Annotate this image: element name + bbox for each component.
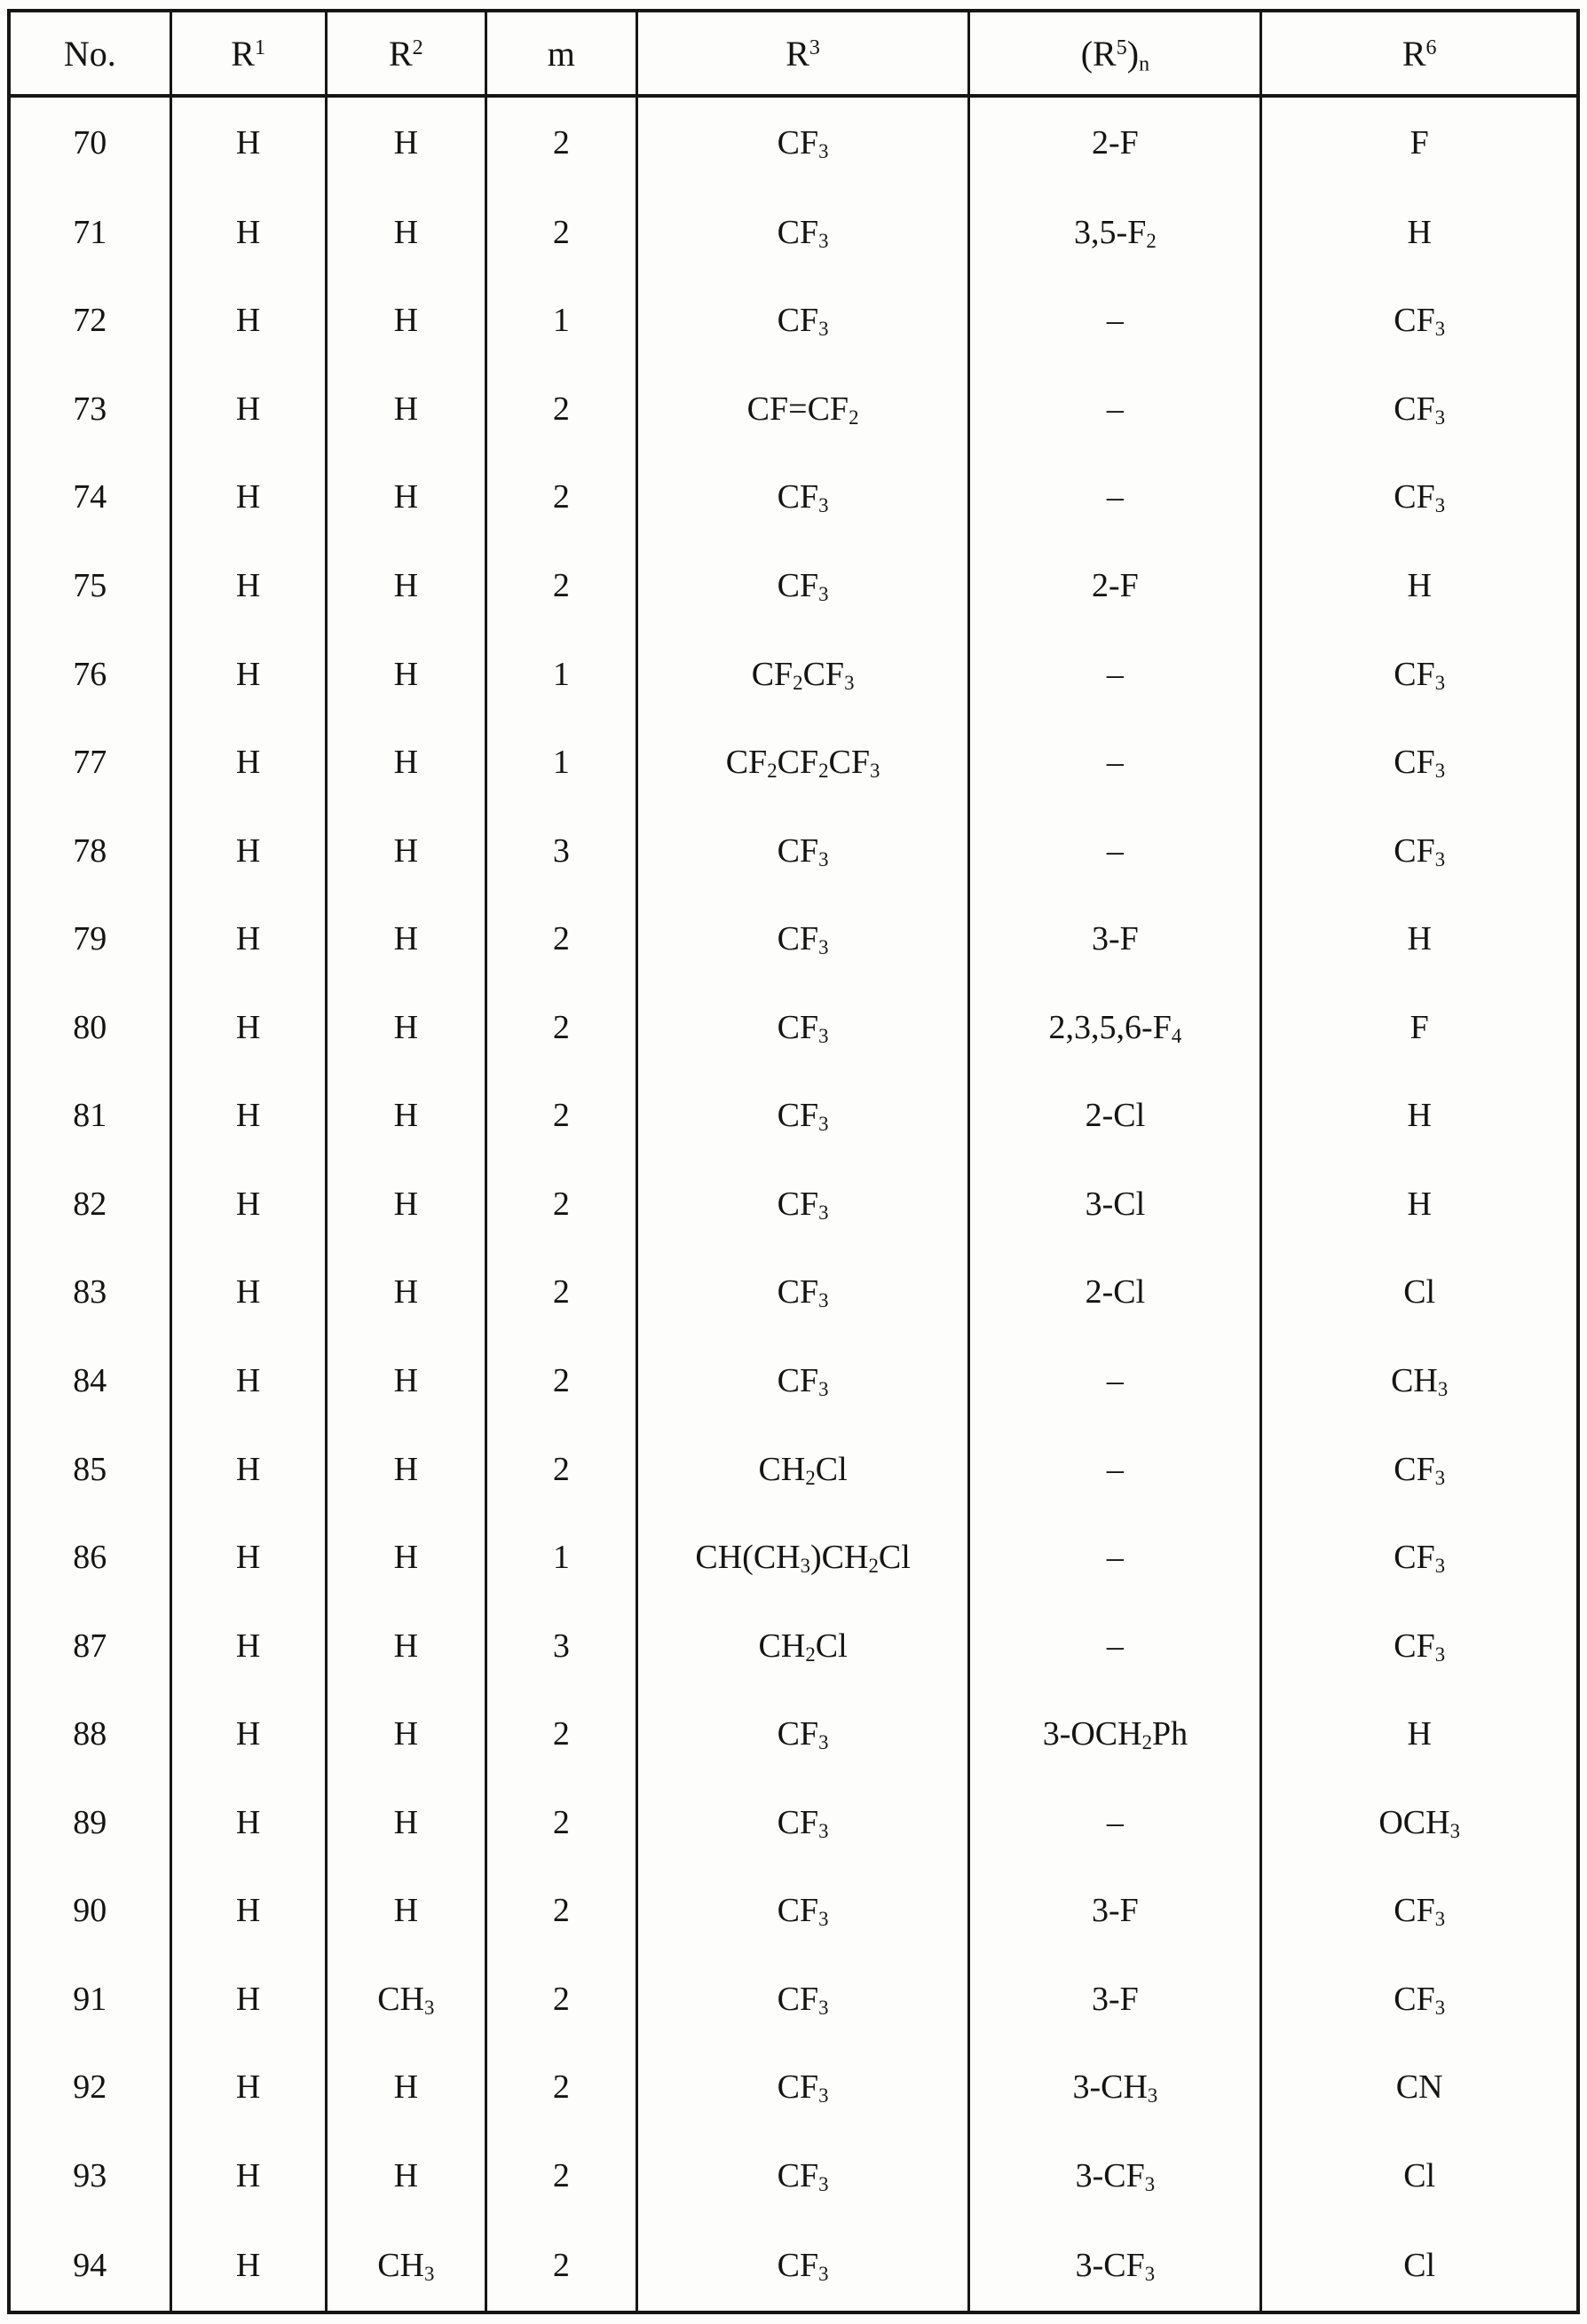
col-header-r5n: $(R^5)_n$	[969, 11, 1261, 96]
cell-no: 73	[73, 390, 107, 428]
table-row	[9, 1072, 1578, 1161]
cell-no: 93	[73, 2156, 107, 2194]
cell-r5n: –	[969, 1513, 1261, 1602]
cell-r5n: 3-F	[969, 894, 1261, 983]
cell-r2: H	[326, 630, 486, 719]
cell-r3: $CF_3$	[636, 1778, 969, 1867]
cell-m: 2	[486, 1336, 636, 1425]
cell-r1: H	[170, 277, 326, 366]
cell-r6: Cl	[1261, 1249, 1578, 1337]
cell-r2: H	[326, 1690, 486, 1778]
cell-r6: H	[1261, 894, 1578, 983]
cell-r5n: 2-Cl	[969, 1072, 1261, 1161]
cell-r1: H	[170, 983, 326, 1072]
cell-r1: H	[170, 718, 326, 807]
cell-r6: $CF_3$	[1261, 1513, 1578, 1602]
cell-r3: $CF_2CF_2CF_3$	[636, 718, 969, 807]
cell-r3: $CF_3$	[636, 894, 969, 983]
table-row	[9, 188, 1578, 277]
cell-r6: $CF_3$	[1261, 1602, 1578, 1690]
cell-r1: H	[170, 1778, 326, 1867]
cell-no: 90	[73, 1892, 107, 1930]
cell-r1: H	[170, 1072, 326, 1161]
cell-m: 2	[486, 894, 636, 983]
cell-r3: $CF_3$	[636, 541, 969, 630]
cell-r3: $CF_3$	[636, 188, 969, 277]
cell-m: 2	[486, 1955, 636, 2044]
cell-r3: $CF_3$	[636, 1249, 969, 1337]
cell-r6: F	[1261, 983, 1578, 1072]
cell-r2: H	[326, 2044, 486, 2132]
cell-r5n: –	[969, 453, 1261, 542]
cell-r5n: $3-CH_3$	[969, 2044, 1261, 2132]
cell-r1: H	[170, 1425, 326, 1514]
cell-no: 86	[73, 1539, 107, 1577]
cell-r5n: –	[969, 1425, 1261, 1514]
cell-r1: H	[170, 1336, 326, 1425]
cell-r6: H	[1261, 1160, 1578, 1249]
header-row	[9, 11, 1578, 96]
cell-m: 3	[486, 1602, 636, 1690]
cell-m: 1	[486, 277, 636, 366]
cell-r6: $CF_3$	[1261, 277, 1578, 366]
cell-r6: H	[1261, 1072, 1578, 1161]
cell-r5n: $3-CF_3$	[969, 2131, 1261, 2220]
cell-r6: $CF_3$	[1261, 807, 1578, 895]
cell-r2: H	[326, 718, 486, 807]
cell-no: 83	[73, 1273, 107, 1312]
cell-r5n: –	[969, 807, 1261, 895]
cell-r6: $OCH_3$	[1261, 1778, 1578, 1867]
cell-r6: CN	[1261, 2044, 1578, 2132]
cell-r3: $CF_3$	[636, 453, 969, 542]
cell-no: 70	[73, 124, 107, 162]
table-row	[9, 2220, 1578, 2312]
cell-r2: H	[326, 96, 486, 188]
cell-r2: H	[326, 807, 486, 895]
table-row	[9, 1690, 1578, 1778]
cell-r1: H	[170, 541, 326, 630]
cell-r6: $CF_3$	[1261, 1425, 1578, 1514]
cell-r2: H	[326, 1160, 486, 1249]
cell-r1: H	[170, 1955, 326, 2044]
col-header-m: m	[486, 11, 636, 96]
cell-r6: $CF_3$	[1261, 718, 1578, 807]
cell-r3: $CF_3$	[636, 2220, 969, 2312]
col-header-r2: $R^2$	[326, 11, 486, 96]
cell-no: 75	[73, 567, 107, 605]
cell-r5n: $2,3,5,6-F_4$	[969, 983, 1261, 1072]
table-row	[9, 453, 1578, 542]
cell-r6: H	[1261, 541, 1578, 630]
cell-r5n: $3-CF_3$	[969, 2220, 1261, 2312]
cell-m: 2	[486, 2044, 636, 2132]
cell-no: 89	[73, 1803, 107, 1841]
cell-r2: H	[326, 1249, 486, 1337]
cell-r6: H	[1261, 188, 1578, 277]
cell-r2: H	[326, 277, 486, 366]
cell-m: 2	[486, 1690, 636, 1778]
cell-r1: H	[170, 807, 326, 895]
cell-r2: H	[326, 894, 486, 983]
cell-r1: H	[170, 1690, 326, 1778]
cell-r1: H	[170, 2044, 326, 2132]
cell-no: 91	[73, 1980, 107, 2018]
cell-r5n: 3-Cl	[969, 1160, 1261, 1249]
table-row	[9, 365, 1578, 453]
cell-r2: H	[326, 541, 486, 630]
cell-no: 76	[73, 655, 107, 693]
col-header-no: No.	[9, 11, 170, 96]
cell-no: 79	[73, 920, 107, 958]
table-row	[9, 1866, 1578, 1955]
cell-m: 2	[486, 1778, 636, 1867]
table-row	[9, 277, 1578, 366]
cell-m: 2	[486, 188, 636, 277]
cell-r1: H	[170, 2131, 326, 2220]
cell-m: 1	[486, 1513, 636, 1602]
col-header-r6: $R^6$	[1261, 11, 1578, 96]
cell-r2: H	[326, 365, 486, 453]
table-row	[9, 96, 1578, 188]
cell-r6: $CF_3$	[1261, 453, 1578, 542]
cell-r2: H	[326, 1336, 486, 1425]
table-row	[9, 2131, 1578, 2220]
table-row	[9, 894, 1578, 983]
cell-r6: Cl	[1261, 2220, 1578, 2312]
cell-no: 74	[73, 478, 107, 516]
cell-r3: $CF_3$	[636, 983, 969, 1072]
cell-r5n: $3,5-F_2$	[969, 188, 1261, 277]
cell-m: 2	[486, 983, 636, 1072]
cell-r6: H	[1261, 1690, 1578, 1778]
cell-no: 94	[73, 2246, 107, 2284]
cell-r5n: 3-F	[969, 1955, 1261, 2044]
cell-r3: $CF_3$	[636, 1690, 969, 1778]
cell-r2: H	[326, 1602, 486, 1690]
cell-r3: $CF_2CF_3$	[636, 630, 969, 719]
cell-r5n: –	[969, 277, 1261, 366]
cell-r1: H	[170, 96, 326, 188]
cell-r1: H	[170, 1249, 326, 1337]
table-row	[9, 1778, 1578, 1867]
cell-r1: H	[170, 1160, 326, 1249]
table-row	[9, 1425, 1578, 1514]
cell-r3: $CF_3$	[636, 1336, 969, 1425]
cell-m: 2	[486, 1249, 636, 1337]
cell-no: 77	[73, 744, 107, 782]
cell-r5n: –	[969, 1778, 1261, 1867]
cell-r1: H	[170, 1513, 326, 1602]
cell-r3: $CH_2Cl$	[636, 1602, 969, 1690]
cell-r3: $CF_3$	[636, 1955, 969, 2044]
table-row	[9, 541, 1578, 630]
cell-r6: $CF_3$	[1261, 630, 1578, 719]
cell-m: 1	[486, 630, 636, 719]
cell-r3: $CF_3$	[636, 2131, 969, 2220]
cell-r1: H	[170, 2220, 326, 2312]
cell-r3: $CF_3$	[636, 1866, 969, 1955]
cell-no: 88	[73, 1715, 107, 1753]
cell-r1: H	[170, 630, 326, 719]
cell-r3: $CF_3$	[636, 1072, 969, 1161]
cell-r3: $CF_3$	[636, 96, 969, 188]
cell-m: 2	[486, 1866, 636, 1955]
cell-r3: $CF_3$	[636, 807, 969, 895]
compound-substituent-table	[7, 9, 1580, 2314]
cell-no: 92	[73, 2068, 107, 2107]
cell-m: 2	[486, 2220, 636, 2312]
cell-r6: Cl	[1261, 2131, 1578, 2220]
table-row	[9, 1602, 1578, 1690]
cell-r1: H	[170, 188, 326, 277]
table-row	[9, 1513, 1578, 1602]
table-body	[9, 96, 1578, 2312]
cell-r2: H	[326, 1425, 486, 1514]
cell-r6: $CF_3$	[1261, 1955, 1578, 2044]
cell-m: 3	[486, 807, 636, 895]
cell-r5n: –	[969, 365, 1261, 453]
cell-r3: $CF_3$	[636, 1160, 969, 1249]
cell-no: 84	[73, 1361, 107, 1399]
cell-m: 2	[486, 1160, 636, 1249]
table-row	[9, 983, 1578, 1072]
cell-r3: $CF_3$	[636, 2044, 969, 2132]
table-row	[9, 1160, 1578, 1249]
cell-m: 2	[486, 96, 636, 188]
table-row	[9, 718, 1578, 807]
table-row	[9, 807, 1578, 895]
cell-r2: H	[326, 983, 486, 1072]
cell-m: 2	[486, 1425, 636, 1514]
cell-r1: H	[170, 453, 326, 542]
table-row	[9, 1336, 1578, 1425]
cell-r2: $CH_3$	[326, 1955, 486, 2044]
cell-r5n: –	[969, 718, 1261, 807]
cell-r5n: 2-Cl	[969, 1249, 1261, 1337]
cell-r5n: –	[969, 1602, 1261, 1690]
cell-r5n: 3-F	[969, 1866, 1261, 1955]
cell-no: 71	[73, 213, 107, 251]
cell-no: 85	[73, 1450, 107, 1488]
cell-r5n: $3-OCH_2Ph$	[969, 1690, 1261, 1778]
cell-no: 78	[73, 831, 107, 870]
table-row	[9, 630, 1578, 719]
cell-r1: H	[170, 894, 326, 983]
cell-r5n: 2-F	[969, 96, 1261, 188]
cell-m: 2	[486, 541, 636, 630]
cell-r3: $CH(CH_3)CH_2Cl$	[636, 1513, 969, 1602]
cell-r6: $CF_3$	[1261, 1866, 1578, 1955]
cell-r2: H	[326, 1866, 486, 1955]
cell-no: 81	[73, 1097, 107, 1135]
cell-no: 82	[73, 1185, 107, 1223]
cell-r2: H	[326, 188, 486, 277]
cell-m: 1	[486, 718, 636, 807]
cell-r2: H	[326, 1778, 486, 1867]
cell-no: 87	[73, 1627, 107, 1665]
cell-r2: $CH_3$	[326, 2220, 486, 2312]
table-row	[9, 1955, 1578, 2044]
cell-r1: H	[170, 1866, 326, 1955]
cell-m: 2	[486, 453, 636, 542]
cell-no: 80	[73, 1008, 107, 1046]
cell-m: 2	[486, 365, 636, 453]
cell-r2: H	[326, 2131, 486, 2220]
col-header-r1: $R^1$	[170, 11, 326, 96]
cell-r1: H	[170, 365, 326, 453]
table-row	[9, 2044, 1578, 2132]
cell-r1: H	[170, 1602, 326, 1690]
cell-r6: $CH_3$	[1261, 1336, 1578, 1425]
cell-r2: H	[326, 1072, 486, 1161]
cell-r5n: 2-F	[969, 541, 1261, 630]
cell-r6: $CF_3$	[1261, 365, 1578, 453]
cell-r3: $CF_3$	[636, 277, 969, 366]
cell-r3: $CF=CF_2$	[636, 365, 969, 453]
cell-m: 2	[486, 1072, 636, 1161]
cell-r6: F	[1261, 96, 1578, 188]
cell-r5n: –	[969, 630, 1261, 719]
col-header-r3: $R^3$	[636, 11, 969, 96]
cell-r3: $CH_2Cl$	[636, 1425, 969, 1514]
table-row	[9, 1249, 1578, 1337]
cell-r5n: –	[969, 1336, 1261, 1425]
cell-r2: H	[326, 1513, 486, 1602]
cell-m: 2	[486, 2131, 636, 2220]
cell-no: 72	[73, 302, 107, 340]
cell-r2: H	[326, 453, 486, 542]
